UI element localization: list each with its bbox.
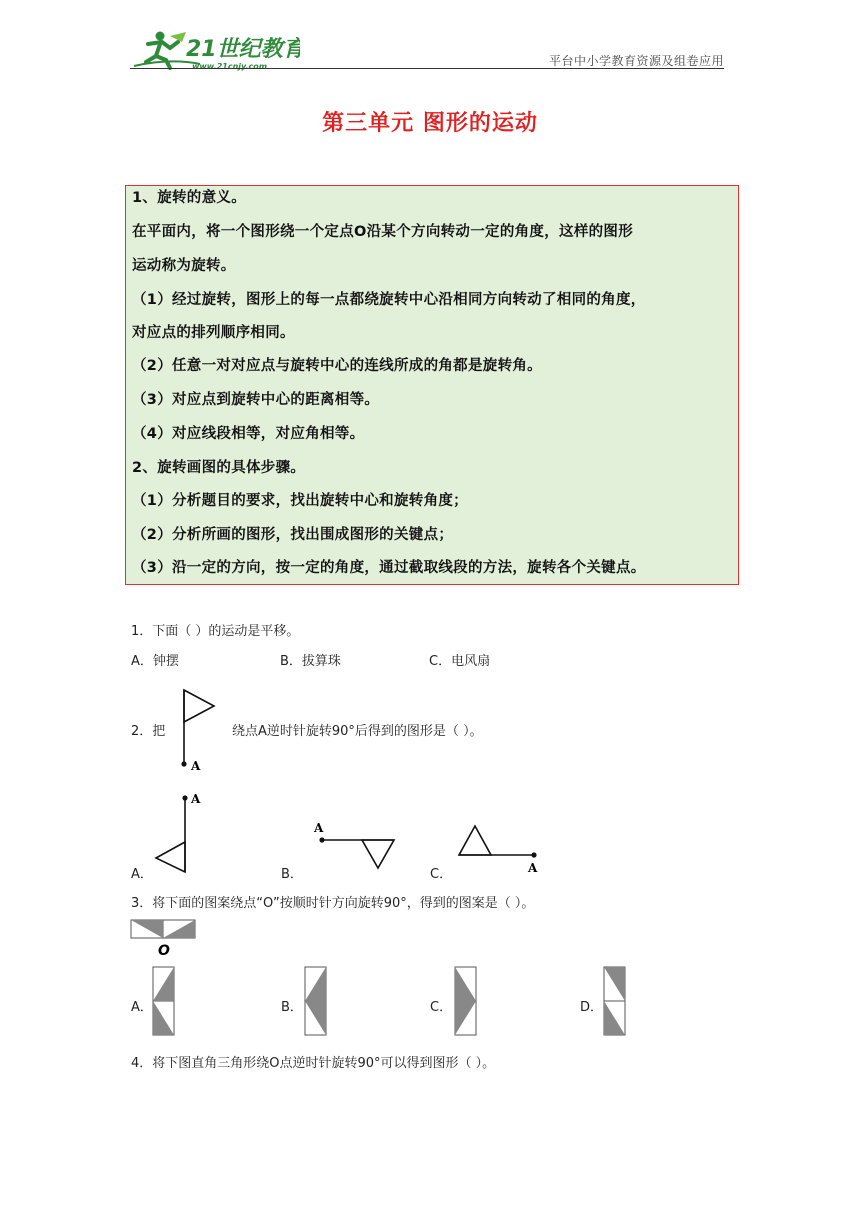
flag-figure-original (176, 688, 220, 776)
question-2-suffix: 绕点A逆时针旋转90°后得到的图形是（ ）。 (232, 724, 483, 739)
knowledge-line: 运动称为旋转。 (132, 258, 236, 274)
q3-option-a-figure[interactable] (152, 966, 176, 1038)
header-divider (130, 68, 724, 69)
q1-option-c[interactable]: C．电风扇 (429, 654, 491, 669)
logo-text: 21世纪教育 (186, 37, 300, 62)
point-a-label: A (528, 861, 538, 875)
logo-graphic (130, 28, 300, 72)
q2-option-a-figure[interactable] (150, 788, 214, 884)
q3-option-c-figure[interactable] (454, 966, 478, 1038)
q3-option-b[interactable]: B． (281, 1000, 303, 1015)
knowledge-line: （2）任意一对对应点与旋转中心的连线所成的角都是旋转角。 (132, 358, 542, 374)
site-logo (130, 28, 300, 72)
q3-option-a[interactable]: A． (131, 1000, 153, 1015)
logo-url: www.21cnjy.com (192, 62, 268, 71)
q3-option-d[interactable]: D． (580, 1000, 604, 1015)
q3-option-b-figure[interactable] (304, 966, 328, 1038)
pinwheel-original (130, 918, 198, 958)
knowledge-line: （2）分析所画的图形，找出围成图形的关键点； (132, 527, 454, 543)
knowledge-line: 2、旋转画图的具体步骤。 (132, 460, 306, 476)
point-a-label: A (191, 792, 201, 806)
q3-option-d-figure[interactable] (603, 966, 627, 1038)
question-4-text: 4．将下图直角三角形绕O点逆时针旋转90°可以得到图形（ ）。 (131, 1056, 496, 1071)
knowledge-line: 1、旋转的意义。 (132, 190, 246, 206)
page-title: 第三单元 图形的运动 (322, 111, 538, 136)
point-a-label: A (191, 759, 201, 773)
knowledge-box (125, 185, 739, 585)
question-1-text: 1．下面（ ）的运动是平移。 (131, 624, 300, 639)
q3-option-c[interactable]: C． (430, 1000, 453, 1015)
q2-option-b-figure[interactable] (310, 818, 406, 874)
knowledge-line: （3）对应点到旋转中心的距离相等。 (132, 392, 380, 408)
header-tagline: 平台中小学教育资源及组卷应用 (548, 54, 724, 68)
q2-option-b[interactable]: B． (281, 867, 303, 882)
q2-option-a[interactable]: A． (131, 867, 153, 882)
q1-option-a[interactable]: A．钟摆 (131, 654, 179, 669)
point-a-label: A (314, 821, 324, 835)
question-3-text: 3．将下面的图案绕点“O”按顺时针方向旋转90°，得到的图案是（ ）。 (131, 896, 535, 911)
question-2-prefix: 2．把 (131, 724, 166, 739)
knowledge-line: 在平面内，将一个图形绕一个定点O沿某个方向转动一定的角度，这样的图形 (132, 224, 634, 240)
q2-option-c-figure[interactable] (455, 820, 551, 876)
q2-option-c[interactable]: C． (430, 867, 453, 882)
q1-option-b[interactable]: B．拔算珠 (280, 654, 341, 669)
knowledge-line: 对应点的排列顺序相同。 (132, 325, 295, 341)
knowledge-line: （1）分析题目的要求，找出旋转中心和旋转角度； (132, 493, 468, 509)
knowledge-line: （1）经过旋转，图形上的每一点都绕旋转中心沿相同方向转动了相同的角度， (132, 292, 646, 308)
center-o-label: O (158, 943, 170, 958)
knowledge-line: （4）对应线段相等，对应角相等。 (132, 426, 365, 442)
knowledge-line: （3）沿一定的方向，按一定的角度，通过截取线段的方法，旋转各个关键点。 (132, 560, 646, 576)
